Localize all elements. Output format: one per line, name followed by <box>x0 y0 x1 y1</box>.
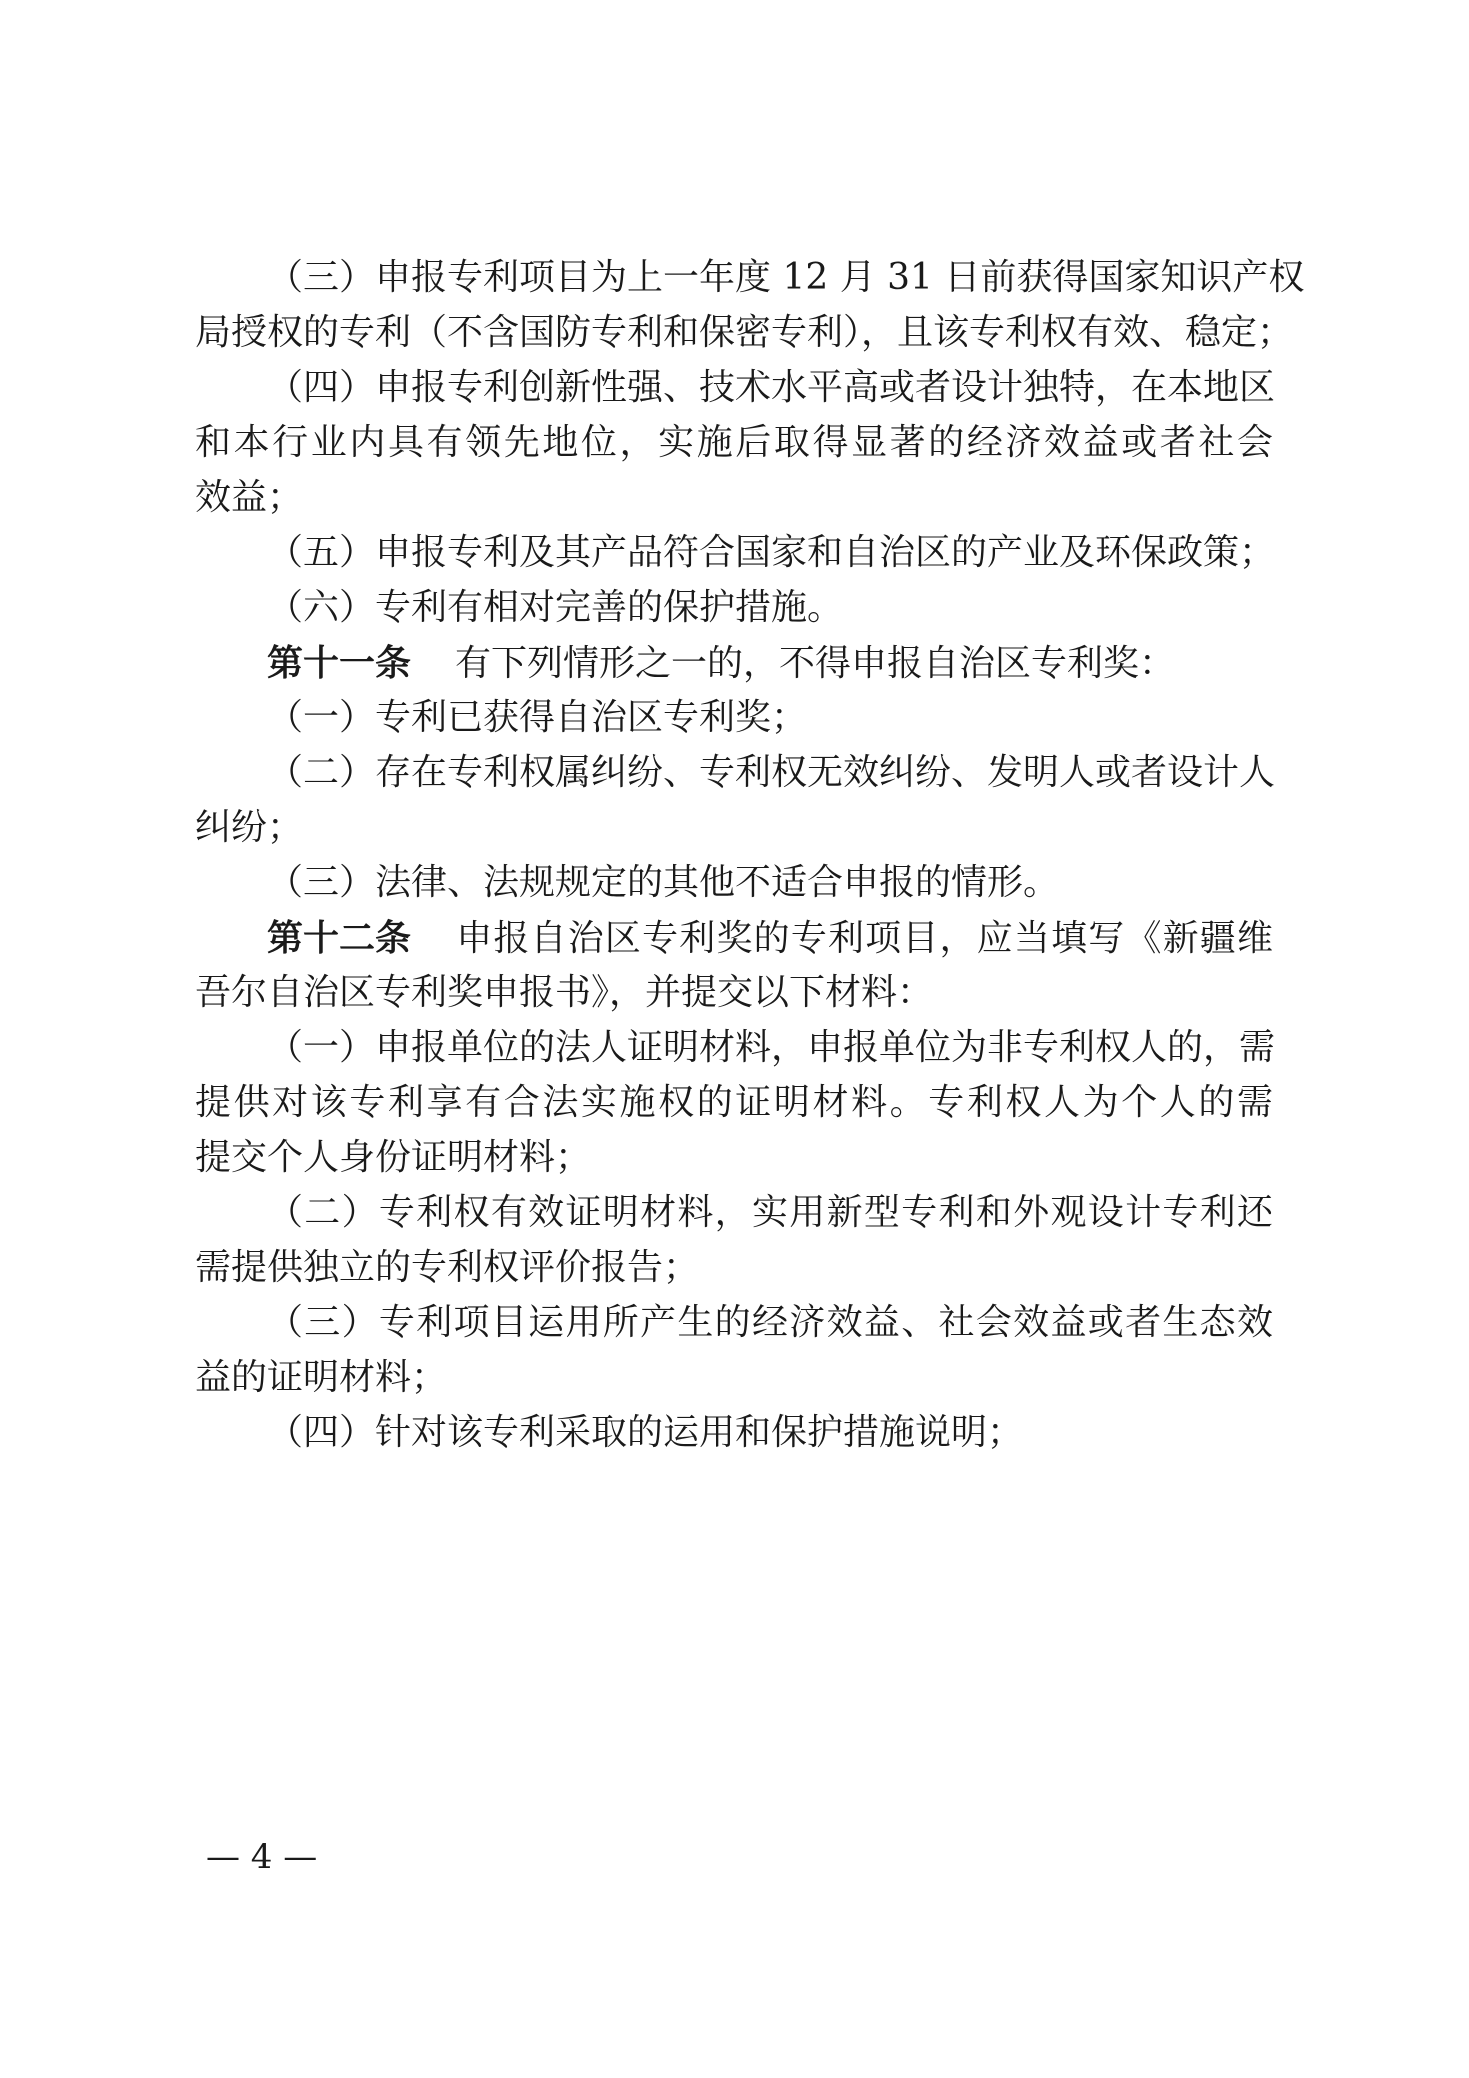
paragraph-line: 需提供独立的专利权评价报告； <box>195 1247 700 1288</box>
paragraph-line: （三）法律、法规规定的其他不适合申报的情形。 <box>267 862 1060 903</box>
paragraph-line: 吾尔自治区专利奖申报书》，并提交以下材料： <box>195 972 934 1013</box>
paragraph-line: （三）专利项目运用所产生的经济效益、社会效益或者生态效 <box>267 1302 1273 1343</box>
paragraph-line: 提交个人身份证明材料； <box>195 1137 592 1178</box>
article-heading: 第十一条 <box>267 642 412 684</box>
paragraph-line: 局授权的专利（不含国防专利和保密专利），且该专利权有效、稳定； <box>195 312 1294 353</box>
article-heading: 第十二条 <box>267 917 412 959</box>
paragraph-line: 纠纷； <box>195 807 304 848</box>
paragraph-line: （一）申报单位的法人证明材料，申报单位为非专利权人的，需 <box>267 1027 1276 1068</box>
article-12-line <box>267 908 1273 968</box>
paragraph-line: （六）专利有相对完善的保护措施。 <box>267 587 844 628</box>
article-text: 有下列情形之一的，不得申报自治区专利奖： <box>455 643 1176 684</box>
paragraph-line: （一）专利已获得自治区专利奖； <box>267 697 808 738</box>
article-11-line <box>267 633 1273 693</box>
paragraph-line: 效益； <box>195 477 304 518</box>
paragraph-line: （二）存在专利权属纠纷、专利权无效纠纷、发明人或者设计人 <box>267 752 1276 793</box>
paragraph-line: （四）针对该专利采取的运用和保护措施说明； <box>267 1412 1024 1453</box>
paragraph-line: （三）申报专利项目为上一年度 12 月 31 日前获得国家知识产权 <box>267 257 1305 298</box>
paragraph-line: 益的证明材料； <box>195 1357 448 1398</box>
paragraph-line: 提供对该专利享有合法实施权的证明材料。专利权人为个人的需 <box>195 1082 1273 1123</box>
page-number: — 4 — <box>206 1837 318 1877</box>
paragraph-line: 和本行业内具有领先地位，实施后取得显著的经济效益或者社会 <box>195 422 1273 463</box>
paragraph-line: （五）申报专利及其产品符合国家和自治区的产业及环保政策； <box>267 532 1276 573</box>
paragraph-line: （四）申报专利创新性强、技术水平高或者设计独特，在本地区 <box>267 367 1276 408</box>
paragraph-line: （二）专利权有效证明材料，实用新型专利和外观设计专利还 <box>267 1192 1273 1233</box>
article-text: 申报自治区专利奖的专利项目，应当填写《新疆维 <box>455 918 1273 959</box>
